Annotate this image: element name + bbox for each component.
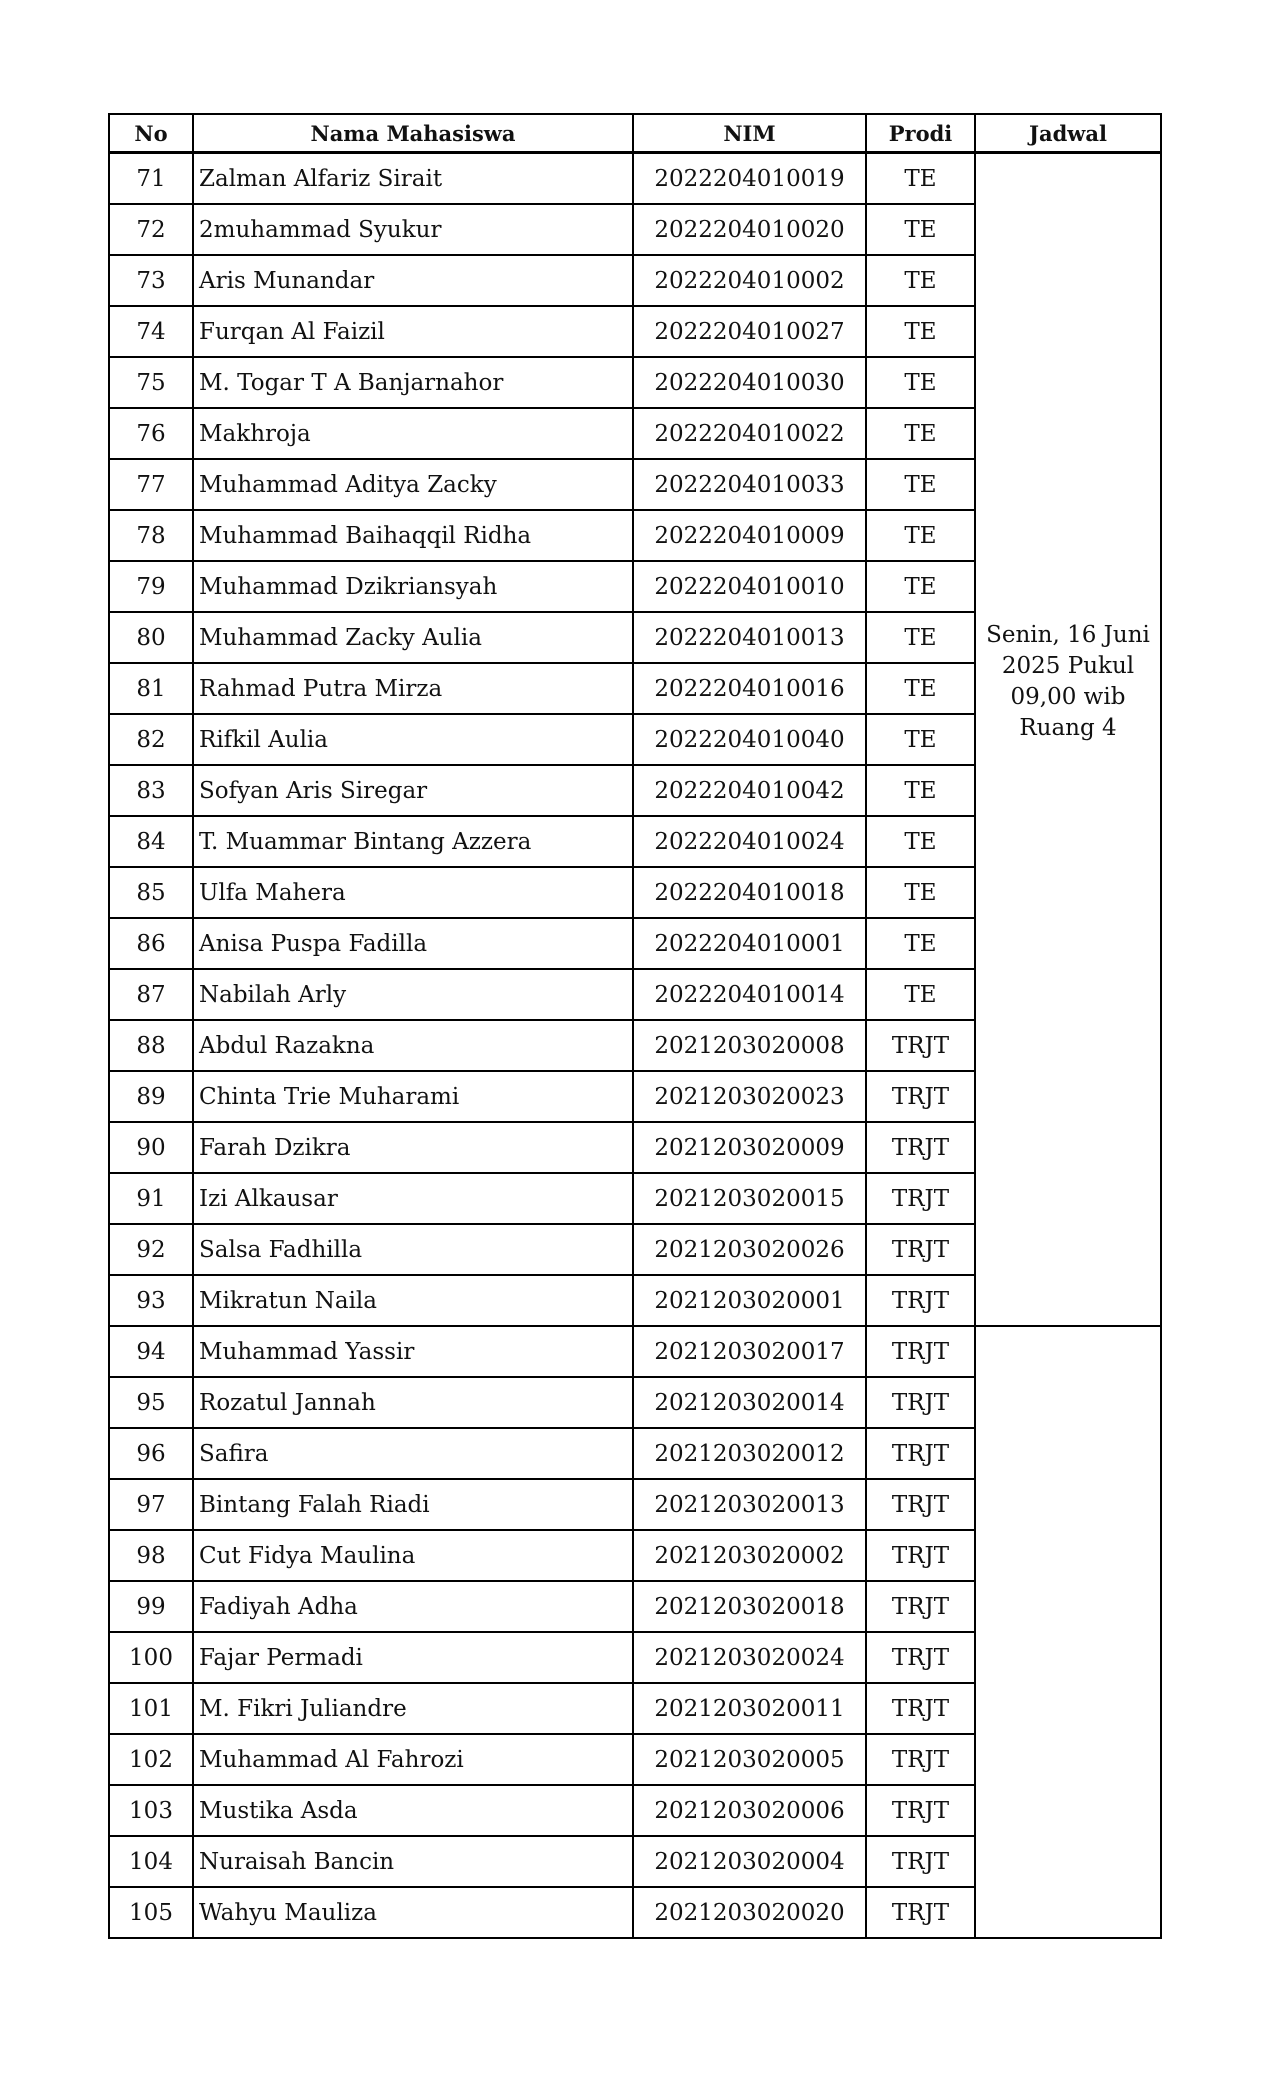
student-name: Safira	[193, 1428, 633, 1479]
study-program: TE	[866, 408, 975, 459]
row-number: 103	[109, 1785, 193, 1836]
row-number: 83	[109, 765, 193, 816]
student-name: Abdul Razakna	[193, 1020, 633, 1071]
student-name: Chinta Trie Muharami	[193, 1071, 633, 1122]
row-number: 77	[109, 459, 193, 510]
study-program: TRJT	[866, 1581, 975, 1632]
student-schedule-sheet	[108, 113, 1160, 1939]
study-program: TE	[866, 816, 975, 867]
student-nim: 2022204010027	[633, 306, 866, 357]
study-program: TRJT	[866, 1377, 975, 1428]
study-program: TRJT	[866, 1071, 975, 1122]
student-nim: 2021203020001	[633, 1275, 866, 1326]
student-name: Muhammad Baihaqqil Ridha	[193, 510, 633, 561]
student-nim: 2022204010020	[633, 204, 866, 255]
study-program: TE	[866, 459, 975, 510]
row-number: 92	[109, 1224, 193, 1275]
student-nim: 2022204010018	[633, 867, 866, 918]
study-program: TE	[866, 306, 975, 357]
schedule-line: Ruang 4	[1019, 714, 1117, 741]
student-nim: 2022204010016	[633, 663, 866, 714]
student-name: Rifkil Aulia	[193, 714, 633, 765]
student-nim: 2022204010001	[633, 918, 866, 969]
row-number: 104	[109, 1836, 193, 1887]
student-nim: 2021203020026	[633, 1224, 866, 1275]
study-program: TRJT	[866, 1275, 975, 1326]
study-program: TE	[866, 765, 975, 816]
study-program: TE	[866, 153, 975, 205]
student-name: Furqan Al Faizil	[193, 306, 633, 357]
row-number: 102	[109, 1734, 193, 1785]
row-number: 80	[109, 612, 193, 663]
row-number: 86	[109, 918, 193, 969]
row-number: 82	[109, 714, 193, 765]
student-name: Muhammad Zacky Aulia	[193, 612, 633, 663]
header-row	[109, 114, 1161, 153]
student-nim: 2021203020024	[633, 1632, 866, 1683]
student-name: 2muhammad Syukur	[193, 204, 633, 255]
student-name: Wahyu Mauliza	[193, 1887, 633, 1938]
study-program: TRJT	[866, 1836, 975, 1887]
student-name: Fadiyah Adha	[193, 1581, 633, 1632]
table-row	[109, 153, 1161, 205]
student-name: Izi Alkausar	[193, 1173, 633, 1224]
row-number: 95	[109, 1377, 193, 1428]
study-program: TE	[866, 204, 975, 255]
student-nim: 2021203020012	[633, 1428, 866, 1479]
row-number: 78	[109, 510, 193, 561]
row-number: 89	[109, 1071, 193, 1122]
student-name: Muhammad Yassir	[193, 1326, 633, 1377]
study-program: TE	[866, 510, 975, 561]
study-program: TRJT	[866, 1734, 975, 1785]
row-number: 94	[109, 1326, 193, 1377]
study-program: TRJT	[866, 1020, 975, 1071]
study-program: TRJT	[866, 1530, 975, 1581]
student-name: Cut Fidya Maulina	[193, 1530, 633, 1581]
student-nim: 2021203020020	[633, 1887, 866, 1938]
student-nim: 2022204010022	[633, 408, 866, 459]
study-program: TE	[866, 357, 975, 408]
study-program: TE	[866, 918, 975, 969]
schedule-line: Senin, 16 Juni	[986, 621, 1150, 648]
row-number: 90	[109, 1122, 193, 1173]
study-program: TE	[866, 255, 975, 306]
header-jadwal: Jadwal	[975, 114, 1161, 153]
row-number: 76	[109, 408, 193, 459]
row-number: 73	[109, 255, 193, 306]
schedule-cell	[975, 1326, 1161, 1938]
study-program: TRJT	[866, 1173, 975, 1224]
row-number: 88	[109, 1020, 193, 1071]
study-program: TRJT	[866, 1785, 975, 1836]
student-nim: 2022204010040	[633, 714, 866, 765]
student-nim: 2022204010009	[633, 510, 866, 561]
student-name: Aris Munandar	[193, 255, 633, 306]
study-program: TE	[866, 714, 975, 765]
schedule-line: 2025 Pukul	[1001, 652, 1135, 679]
student-nim: 2022204010002	[633, 255, 866, 306]
student-schedule-table	[108, 113, 1162, 1939]
header-nim: NIM	[633, 114, 866, 153]
row-number: 85	[109, 867, 193, 918]
student-name: M. Fikri Juliandre	[193, 1683, 633, 1734]
header-no: No	[109, 114, 193, 153]
table-row	[109, 1326, 1161, 1377]
student-nim: 2022204010033	[633, 459, 866, 510]
student-name: Rozatul Jannah	[193, 1377, 633, 1428]
student-name: Zalman Alfariz Sirait	[193, 153, 633, 205]
student-name: Nabilah Arly	[193, 969, 633, 1020]
student-nim: 2021203020015	[633, 1173, 866, 1224]
student-name: M. Togar T A Banjarnahor	[193, 357, 633, 408]
row-number: 101	[109, 1683, 193, 1734]
student-name: T. Muammar Bintang Azzera	[193, 816, 633, 867]
student-nim: 2022204010010	[633, 561, 866, 612]
study-program: TRJT	[866, 1326, 975, 1377]
student-name: Ulfa Mahera	[193, 867, 633, 918]
row-number: 71	[109, 153, 193, 205]
schedule-cell	[975, 153, 1161, 1327]
student-name: Bintang Falah Riadi	[193, 1479, 633, 1530]
row-number: 81	[109, 663, 193, 714]
row-number: 79	[109, 561, 193, 612]
study-program: TE	[866, 867, 975, 918]
student-name: Muhammad Al Fahrozi	[193, 1734, 633, 1785]
row-number: 87	[109, 969, 193, 1020]
row-number: 75	[109, 357, 193, 408]
student-nim: 2022204010042	[633, 765, 866, 816]
student-name: Makhroja	[193, 408, 633, 459]
student-name: Mustika Asda	[193, 1785, 633, 1836]
row-number: 93	[109, 1275, 193, 1326]
student-nim: 2021203020009	[633, 1122, 866, 1173]
student-name: Anisa Puspa Fadilla	[193, 918, 633, 969]
student-name: Salsa Fadhilla	[193, 1224, 633, 1275]
table-header	[109, 114, 1161, 153]
student-nim: 2021203020008	[633, 1020, 866, 1071]
student-nim: 2021203020023	[633, 1071, 866, 1122]
study-program: TE	[866, 612, 975, 663]
row-number: 74	[109, 306, 193, 357]
row-number: 72	[109, 204, 193, 255]
row-number: 100	[109, 1632, 193, 1683]
study-program: TE	[866, 663, 975, 714]
student-name: Nuraisah Bancin	[193, 1836, 633, 1887]
student-nim: 2021203020011	[633, 1683, 866, 1734]
row-number: 96	[109, 1428, 193, 1479]
study-program: TRJT	[866, 1887, 975, 1938]
student-nim: 2021203020006	[633, 1785, 866, 1836]
row-number: 99	[109, 1581, 193, 1632]
study-program: TRJT	[866, 1632, 975, 1683]
header-prodi: Prodi	[866, 114, 975, 153]
student-nim: 2022204010030	[633, 357, 866, 408]
student-name: Muhammad Dzikriansyah	[193, 561, 633, 612]
schedule-line: 09,00 wib	[1010, 683, 1126, 710]
study-program: TRJT	[866, 1683, 975, 1734]
row-number: 98	[109, 1530, 193, 1581]
student-nim: 2022204010014	[633, 969, 866, 1020]
table-body	[109, 153, 1161, 1939]
student-name: Muhammad Aditya Zacky	[193, 459, 633, 510]
student-nim: 2022204010024	[633, 816, 866, 867]
schedule-text	[976, 620, 1160, 744]
study-program: TRJT	[866, 1122, 975, 1173]
study-program: TE	[866, 561, 975, 612]
row-number: 105	[109, 1887, 193, 1938]
student-nim: 2021203020005	[633, 1734, 866, 1785]
study-program: TRJT	[866, 1224, 975, 1275]
row-number: 84	[109, 816, 193, 867]
student-name: Sofyan Aris Siregar	[193, 765, 633, 816]
student-nim: 2021203020013	[633, 1479, 866, 1530]
row-number: 91	[109, 1173, 193, 1224]
student-name: Fajar Permadi	[193, 1632, 633, 1683]
header-name: Nama Mahasiswa	[193, 114, 633, 153]
student-name: Farah Dzikra	[193, 1122, 633, 1173]
student-name: Mikratun Naila	[193, 1275, 633, 1326]
student-nim: 2022204010019	[633, 153, 866, 205]
study-program: TE	[866, 969, 975, 1020]
student-nim: 2022204010013	[633, 612, 866, 663]
student-nim: 2021203020014	[633, 1377, 866, 1428]
study-program: TRJT	[866, 1479, 975, 1530]
student-nim: 2021203020017	[633, 1326, 866, 1377]
student-nim: 2021203020004	[633, 1836, 866, 1887]
student-nim: 2021203020018	[633, 1581, 866, 1632]
student-name: Rahmad Putra Mirza	[193, 663, 633, 714]
study-program: TRJT	[866, 1428, 975, 1479]
row-number: 97	[109, 1479, 193, 1530]
student-nim: 2021203020002	[633, 1530, 866, 1581]
